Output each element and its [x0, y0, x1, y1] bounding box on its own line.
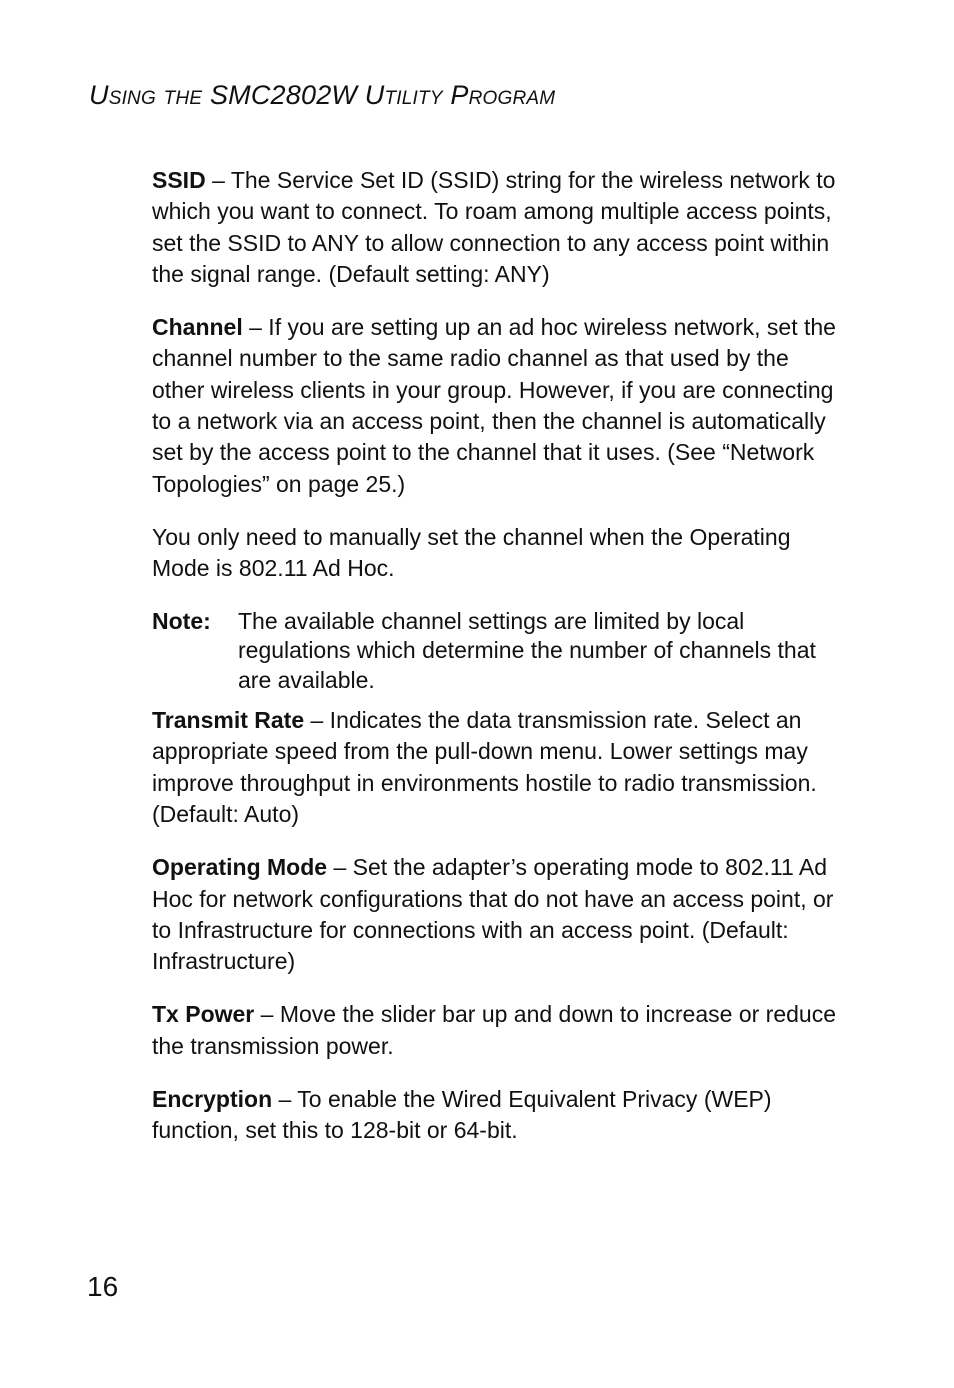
ssid-term: SSID — [152, 167, 206, 193]
transmit-rate-paragraph — [152, 705, 847, 830]
ssid-paragraph — [152, 165, 847, 290]
note-block — [152, 607, 847, 696]
transmit-rate-term: Transmit Rate — [152, 707, 305, 734]
operating-mode-term: Operating Mode — [152, 854, 328, 881]
running-header: Using the SMC2802W Utility Program — [89, 80, 556, 110]
operating-mode-description: – Set the adapter’s operating mode to 802.11 Ad Hoc for network configurations that do not have an access point, or to Infrastructure for connections with an access point. (Default: Infrastructure) — [152, 854, 834, 975]
note-label: Note: — [152, 607, 211, 634]
page-number: 16 — [87, 1271, 119, 1302]
tx-power-term: Tx Power — [152, 1001, 255, 1028]
channel-paragraph — [152, 312, 847, 500]
encryption-paragraph — [152, 1084, 847, 1147]
operating-mode-paragraph — [152, 852, 847, 977]
ssid-description: – The Service Set ID (SSID) string for the wireless network to which you want to connect. To roam among multiple access points, set the SSID to ANY to allow connection to any access point within the signal range. (Default setting: ANY) — [152, 167, 836, 287]
transmit-rate-description: – Indicates the data transmission rate. Select an appropriate speed from the pull-down menu. Lower settings may improve throughput in environments hostile to radio transmission. (Default: Auto) — [152, 707, 817, 827]
channel-manual-paragraph — [152, 522, 847, 585]
channel-term: Channel — [152, 314, 243, 341]
encryption-description: – To enable the Wired Equivalent Privacy (WEP) function, set this to 128-bit or 64-bit. — [152, 1086, 772, 1144]
tx-power-description: – Move the slider bar up and down to increase or reduce the transmission power. — [152, 1001, 836, 1059]
channel-manual-text: You only need to manually set the channel when the Operating Mode is 802.11 Ad Hoc. — [152, 523, 791, 582]
channel-description: – If you are setting up an ad hoc wireless network, set the channel number to the same radio channel as that used by the other wireless clients in your group. However, if you are connecting to a network via an access point, then the channel is automatically set by the access point to the channel that it uses. (See “Network Topologies” on page 25.) — [152, 314, 836, 497]
tx-power-paragraph — [152, 999, 847, 1062]
encryption-term: Encryption — [152, 1086, 273, 1113]
note-text: The available channel settings are limited by local regulations which determine the number of channels that are available. — [238, 607, 816, 693]
page-body — [152, 165, 847, 1169]
